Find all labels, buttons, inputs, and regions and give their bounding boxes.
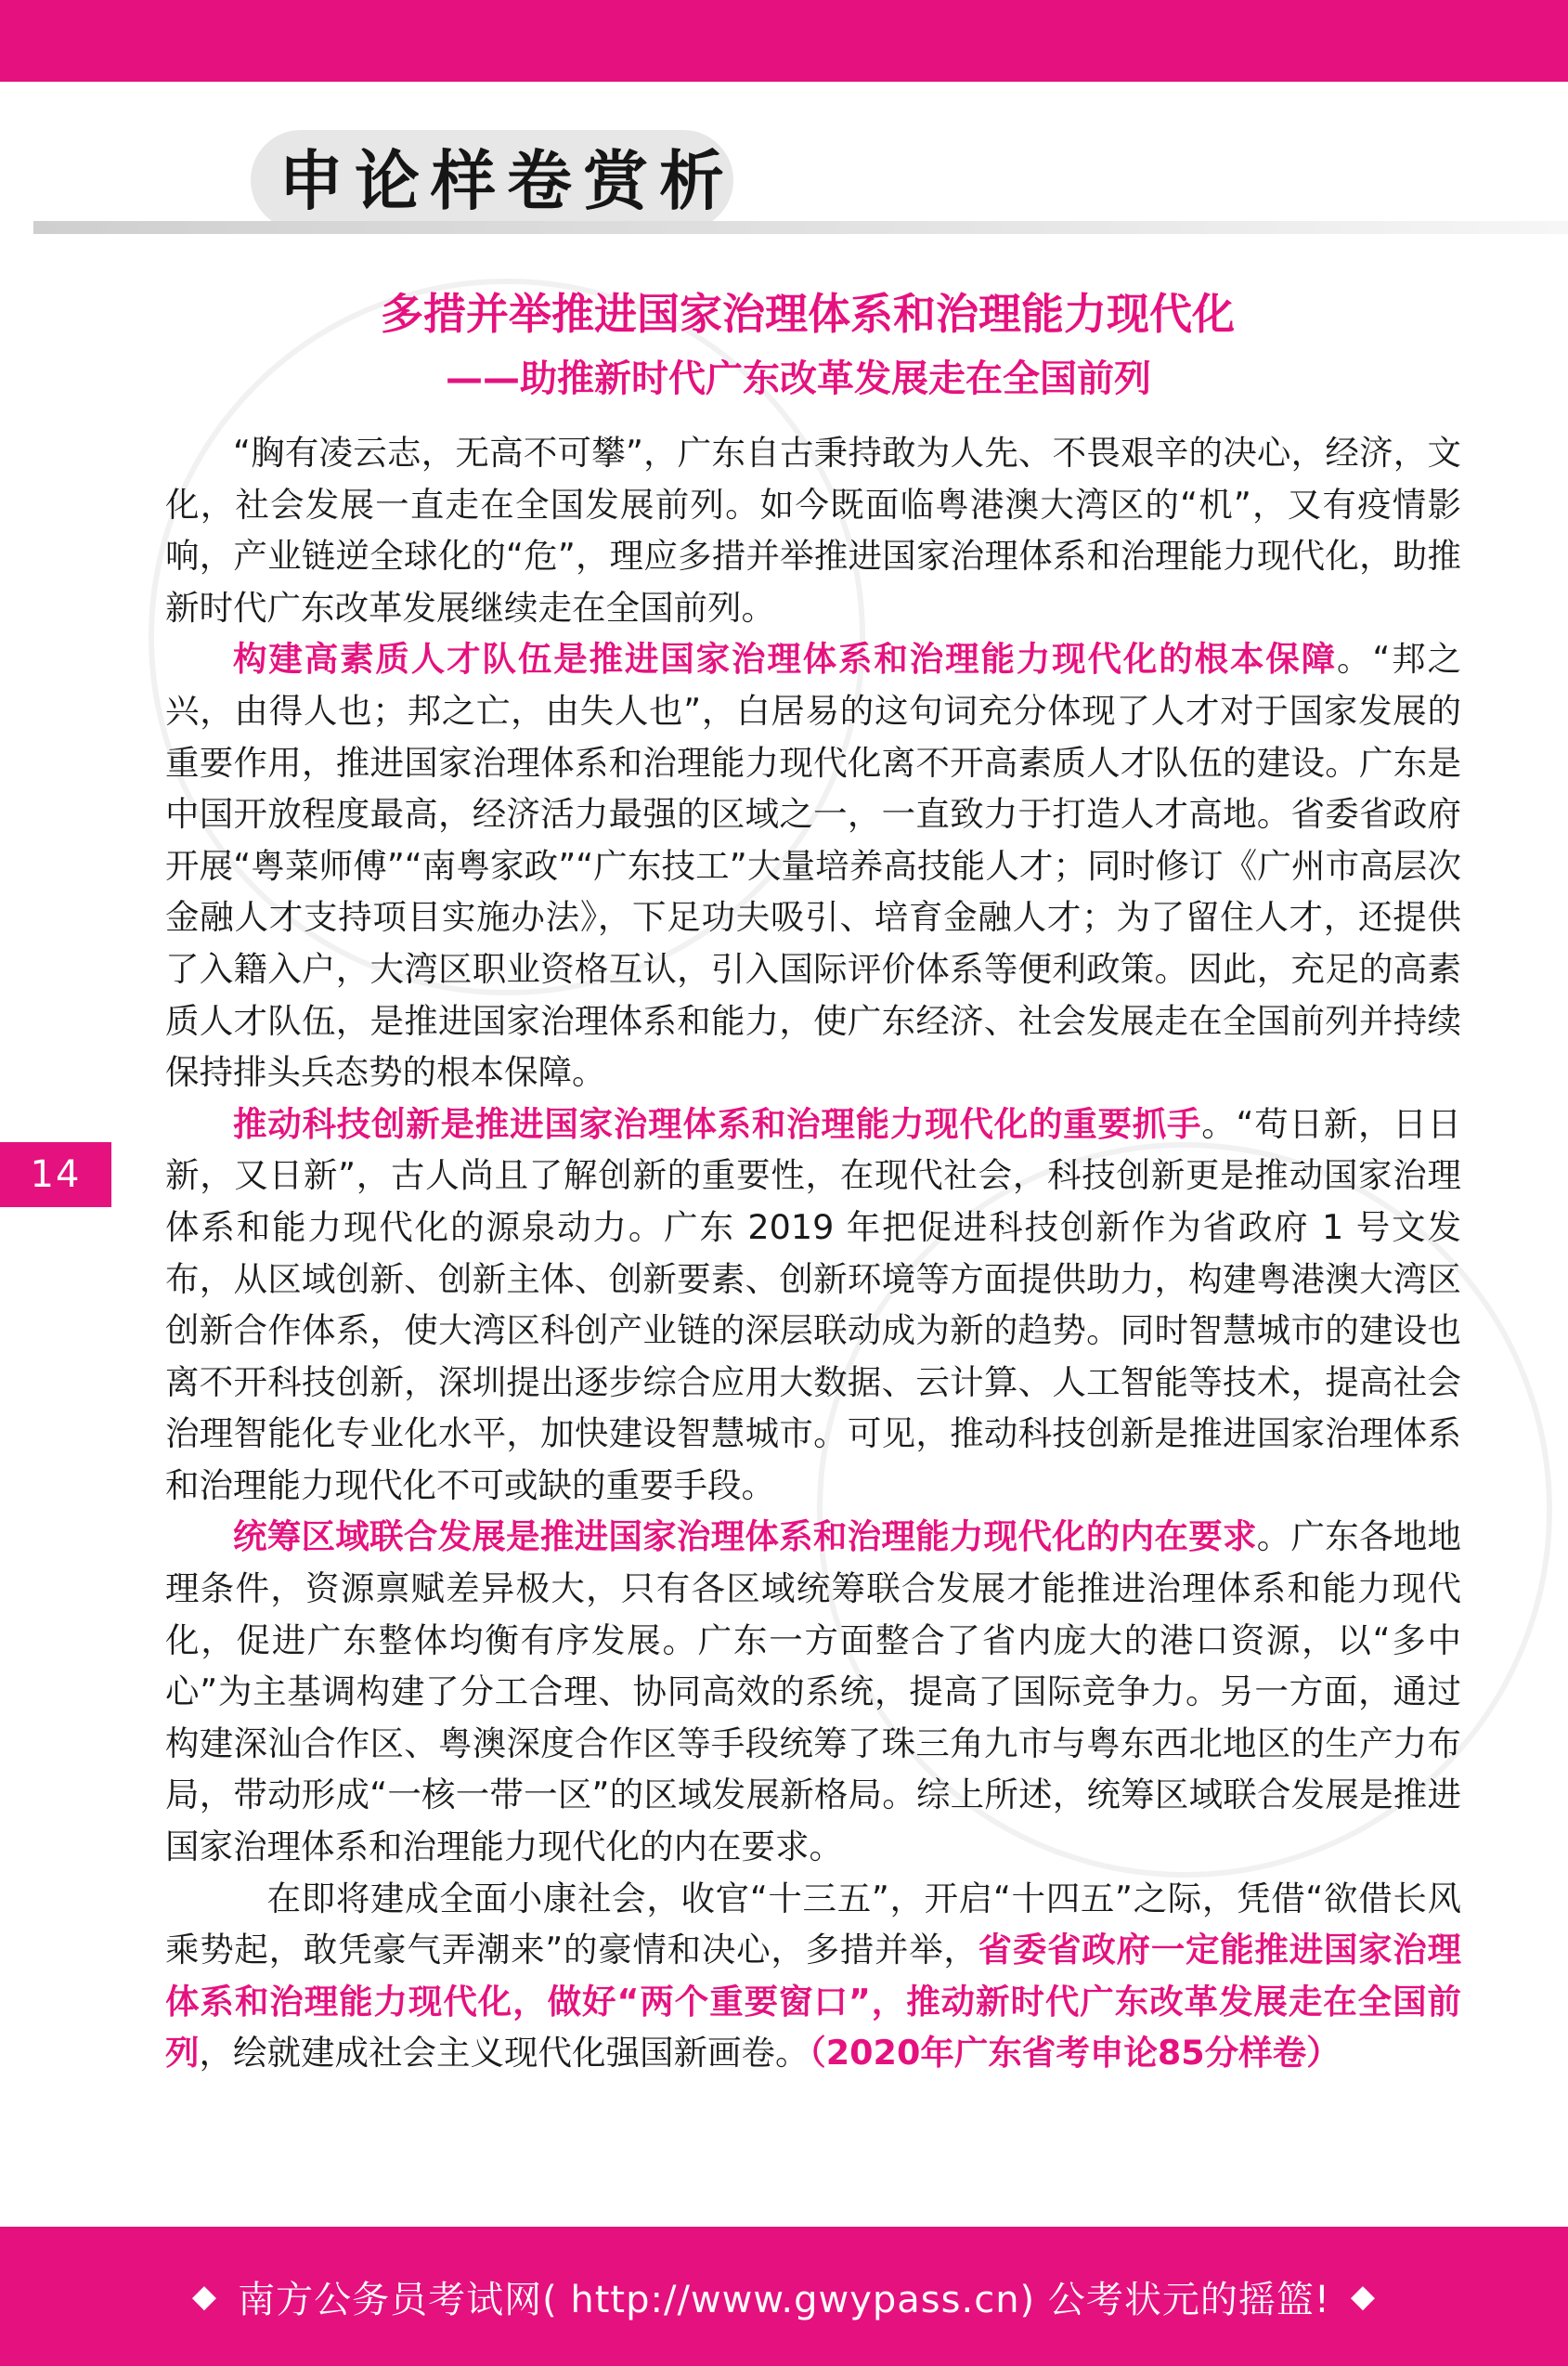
- diamond-icon: ◆: [1350, 2278, 1377, 2315]
- regional-thesis: 统筹区域联合发展是推进国家治理体系和治理能力现代化的内在要求: [233, 1516, 1257, 1557]
- diamond-icon: ◆: [191, 2278, 218, 2315]
- article-title: 多措并举推进国家治理体系和治理能力现代化: [381, 289, 1235, 339]
- conclusion-thesis: 省委省政府一定能推进国家治理体系和治理能力现代化，做好“两个重要窗口”，推动新时代广东改革发展走在全国前列: [165, 1930, 1461, 2074]
- talent-text: 。“邦之兴，由得人也；邦之亡，由失人也”，白居易的这句词充分体现了人才对于国家发展的重要作用，推进国家治理体系和治理能力现代化离不开高素质人才队伍的建设。广东是中国开放程度最高，经济活力最强的区域之一，一直致力于打造人才高地。省委省政府开展“粤菜师傅”“南粤家政”“广东技工”大量培养高技能人才；同时修订《广州市高层次金融人才支持项目实施办法》，下足功夫吸引、培育金融人才；为了留住人才，还提供了入籍入户，大湾区职业资格互认，引入国际评价体系等便利政策。因此，充足的高素质人才队伍，是推进国家治理体系和能力，使广东经济、社会发展走在全国前列并持续保持排头兵态势的根本保障。: [165, 639, 1461, 1093]
- header-rule: [33, 221, 1568, 234]
- paragraph-innovation: [165, 1098, 1461, 1512]
- section-title: 申论样卷赏析: [279, 143, 735, 219]
- paragraph-regional: [165, 1511, 1461, 1872]
- conclusion-ending: ，绘就建成社会主义现代化强国新画卷。: [199, 2033, 810, 2074]
- regional-text: 。广东各地地理条件，资源禀赋差异极大，只有各区域统筹联合发展才能推进治理体系和能力现代化，促进广东整体均衡有序发展。广东一方面整合了省内庞大的港口资源，以“多中心”为主基调构建了分工合理、协同高效的系统，提高了国际竞争力。另一方面，通过构建深汕合作区、粤澳深度合作区等手段统筹了珠三角九市与粤东西北地区的生产力布局，带动形成“一核一带一区”的区域发展新格局。综上所述，统筹区域联合发展是推进国家治理体系和治理能力现代化的内在要求。: [165, 1516, 1462, 1867]
- talent-thesis: 构建高素质人才队伍是推进国家治理体系和治理能力现代化的根本保障: [233, 639, 1338, 680]
- source-note: （2020年广东省考申论85分样卷）: [809, 2033, 1341, 2074]
- page-number: 14: [0, 1142, 111, 1207]
- innovation-thesis: 推动科技创新是推进国家治理体系和治理能力现代化的重要抓手: [233, 1103, 1202, 1144]
- article-subtitle: ——助推新时代广东改革发展走在全国前列: [446, 358, 1151, 400]
- paragraph-conclusion: [165, 1873, 1461, 2079]
- article-body: [165, 427, 1461, 2079]
- footer-text: 南方公务员考试网( http://www.gwypass.cn) 公考状元的摇篮!: [238, 2278, 1330, 2321]
- paragraph-talent: [165, 633, 1461, 1098]
- innovation-text: 。“苟日新，日日新，又日新”，古人尚且了解创新的重要性，在现代社会，科技创新更是推动国家治理体系和能力现代化的源泉动力。广东 2019 年把促进科技创新作为省政府 1 号文发布，从区域创新、创新主体、创新要素、创新环境等方面提供助力，构建粤港澳大湾区创新合作体系，使大湾区科创产业链的深层联动成为新的趋势。同时智慧城市的建设也离不开科技创新，深圳提出逐步综合应用大数据、云计算、人工智能等技术，提高社会治理智能化专业化水平，加快建设智慧城市。可见，推动科技创新是推进国家治理体系和治理能力现代化不可或缺的重要手段。: [165, 1103, 1461, 1505]
- top-banner: [0, 0, 1568, 82]
- footer-banner: [0, 2227, 1568, 2366]
- paragraph-intro: “胸有凌云志，无高不可攀”，广东自古秉持敢为人先、不畏艰辛的决心，经济，文化，社会发展一直走在全国发展前列。如今既面临粤港澳大湾区的“机”，又有疫情影响，产业链逆全球化的“危”，理应多措并举推进国家治理体系和治理能力现代化，助推新时代广东改革发展继续走在全国前列。: [165, 433, 1461, 628]
- footer: [192, 2270, 1376, 2323]
- conclusion-text: 在即将建成全面小康社会，收官“十三五”，开启“十四五”之际，凭借“欲借长风乘势起，敢凭豪气弄潮来”的豪情和决心，多措并举，: [165, 1878, 1461, 1970]
